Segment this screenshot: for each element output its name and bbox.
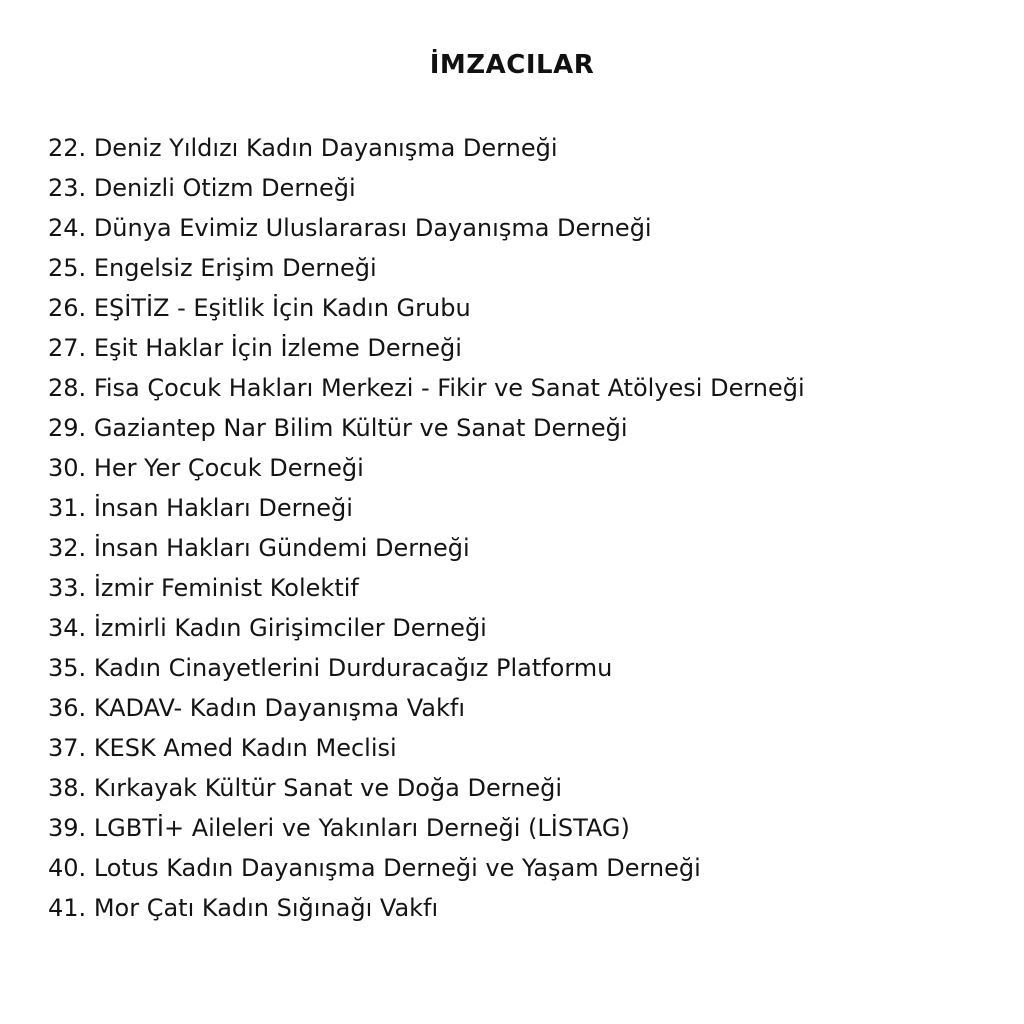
- list-item: [48, 528, 805, 568]
- item-name: İnsan Hakları Gündemi Derneği: [93, 534, 470, 562]
- item-number: 31.: [48, 494, 87, 522]
- item-number: 22.: [48, 134, 87, 162]
- list-item: [48, 608, 805, 648]
- list-item: [48, 288, 805, 328]
- item-number: 28.: [48, 374, 87, 402]
- item-name: LGBTİ+ Aileleri ve Yakınları Derneği (LİSTAG): [93, 814, 630, 842]
- list-item: [48, 768, 805, 808]
- list-item: [48, 448, 805, 488]
- item-number: 30.: [48, 454, 87, 482]
- list-item: [48, 328, 805, 368]
- list-item: [48, 128, 805, 168]
- item-name: Dünya Evimiz Uluslararası Dayanışma Derneği: [93, 214, 652, 242]
- list-item: [48, 648, 805, 688]
- item-number: 29.: [48, 414, 87, 442]
- item-name: Fisa Çocuk Hakları Merkezi - Fikir ve Sanat Atölyesi Derneği: [93, 374, 805, 402]
- item-number: 34.: [48, 614, 87, 642]
- item-number: 35.: [48, 654, 87, 682]
- list-item: [48, 488, 805, 528]
- item-number: 33.: [48, 574, 87, 602]
- item-number: 39.: [48, 814, 87, 842]
- list-item: [48, 728, 805, 768]
- page-title: İMZACILAR: [429, 50, 595, 80]
- item-name: KESK Amed Kadın Meclisi: [93, 734, 397, 762]
- list-item: [48, 168, 805, 208]
- item-number: 40.: [48, 854, 87, 882]
- list-item: [48, 888, 805, 928]
- list-item: [48, 368, 805, 408]
- item-name: Kadın Cinayetlerini Durduracağız Platformu: [93, 654, 613, 682]
- item-name: EŞİTİZ - Eşitlik İçin Kadın Grubu: [93, 294, 471, 322]
- item-name: Mor Çatı Kadın Sığınağı Vakfı: [93, 894, 439, 922]
- item-number: 32.: [48, 534, 87, 562]
- item-number: 23.: [48, 174, 87, 202]
- signatory-list: [48, 128, 805, 928]
- item-number: 24.: [48, 214, 87, 242]
- item-name: İzmir Feminist Kolektif: [93, 574, 359, 602]
- list-item: [48, 808, 805, 848]
- item-name: Eşit Haklar İçin İzleme Derneği: [93, 334, 462, 362]
- item-name: Lotus Kadın Dayanışma Derneği ve Yaşam Derneği: [93, 854, 701, 882]
- list-item: [48, 248, 805, 288]
- item-name: Denizli Otizm Derneği: [93, 174, 356, 202]
- item-name: Her Yer Çocuk Derneği: [93, 454, 364, 482]
- item-name: Engelsiz Erişim Derneği: [93, 254, 377, 282]
- item-number: 37.: [48, 734, 87, 762]
- list-item: [48, 688, 805, 728]
- list-item: [48, 408, 805, 448]
- item-name: Kırkayak Kültür Sanat ve Doğa Derneği: [93, 774, 563, 802]
- item-number: 38.: [48, 774, 87, 802]
- list-item: [48, 568, 805, 608]
- item-name: İzmirli Kadın Girişimciler Derneği: [93, 614, 487, 642]
- list-item: [48, 208, 805, 248]
- item-name: Deniz Yıldızı Kadın Dayanışma Derneği: [93, 134, 558, 162]
- item-name: Gaziantep Nar Bilim Kültür ve Sanat Derneği: [93, 414, 628, 442]
- item-name: İnsan Hakları Derneği: [93, 494, 353, 522]
- item-number: 36.: [48, 694, 87, 722]
- item-number: 27.: [48, 334, 87, 362]
- item-number: 41.: [48, 894, 87, 922]
- list-item: [48, 848, 805, 888]
- item-name: KADAV- Kadın Dayanışma Vakfı: [93, 694, 466, 722]
- item-number: 26.: [48, 294, 87, 322]
- item-number: 25.: [48, 254, 87, 282]
